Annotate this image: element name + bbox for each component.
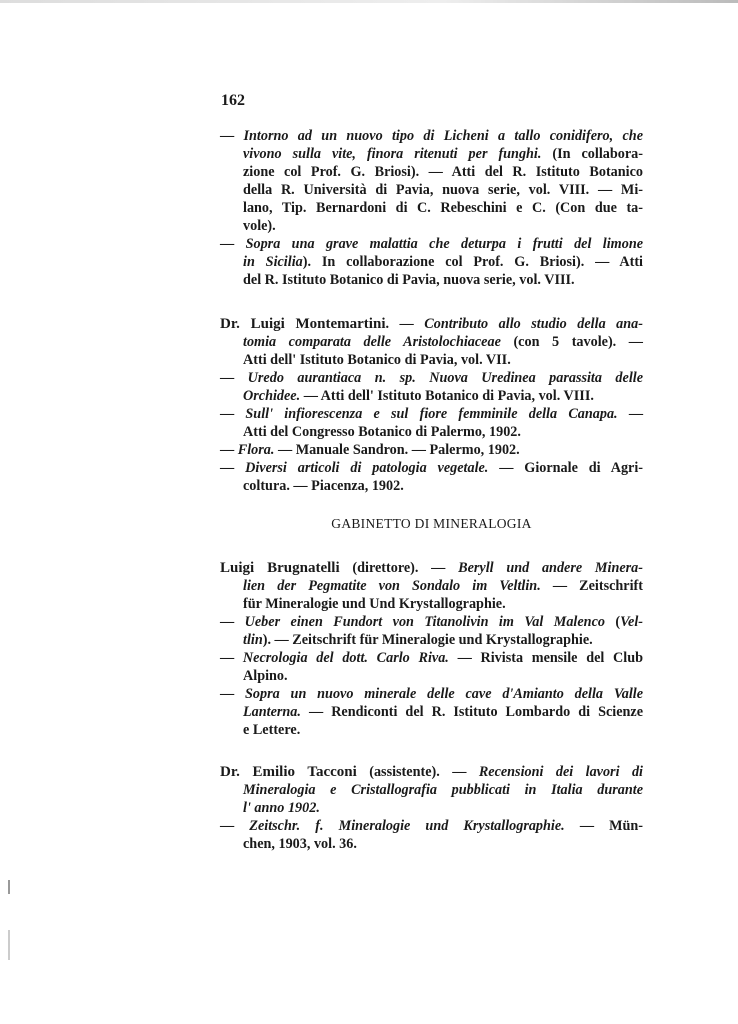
citation-text: — [220,406,246,422]
author-name: Luigi Brugnatelli [220,560,340,576]
citation-text: e Lettere. [243,722,301,738]
scan-margin-mark [8,930,10,960]
text-line [220,595,643,613]
work-title: Lanterna. [243,704,301,720]
bibliography-entry [220,559,643,613]
text-line [220,181,643,199]
work-title: tomia comparata delle Aristolochiaceae [243,334,501,350]
citation-text: ). — Zeitschrift für Mineralogie und Krystallographie. [262,632,593,648]
work-title: Sull' infiorescenza e sul fiore femminile della Canapa. [245,406,618,422]
bibliography-entry [220,127,643,235]
work-title: Diversi articoli di patologia vegetale. [245,460,489,476]
citation-text: — [220,442,238,458]
author-name: Dr. Luigi Montemartini [220,316,386,332]
work-title: Necrologia del dott. Carlo Riva. [242,650,449,666]
work-title: tlin [243,632,263,648]
bibliography-entry [220,235,643,289]
citation-text: chen, 1903, vol. 36. [243,836,357,852]
text-line [220,559,643,577]
citation-text: — Rivista mensile del Club [448,650,644,666]
work-title: vivono sulla vite, finora ritenuti per funghi. [243,146,542,162]
citation-text: — [220,614,245,630]
citation-text: — Rendiconti del R. Istituto Lombardo di Scienze [300,704,643,720]
citation-text: Atti dell' Istituto Botanico di Pavia, vol. VII. [243,352,511,368]
text-line [220,271,643,289]
text-line [220,703,643,721]
work-title: Ueber einen Fundort von Titanolivin im Val Malenco [244,614,605,630]
citation-text: Alpino. [243,668,288,684]
work-title: Vel- [620,614,643,630]
bibliography-entry [220,613,643,649]
text-line [220,369,643,387]
text-line [220,145,643,163]
text-line [220,477,643,495]
citation-text: — [617,406,644,422]
text-line [220,685,643,703]
bibliography-entry [220,649,643,685]
text-line [220,649,643,667]
bibliography-entry [220,441,643,459]
section-heading: GABINETTO DI MINERALOGIA [331,516,532,531]
citation-text: (In collabora- [541,146,643,162]
text-line [220,721,643,739]
work-title: lien der Pegmatite von Sondalo im Veltlin. [243,578,541,594]
work-title: Mineralogia e Cristallografia pubblicati in Italia durante [243,782,643,798]
text-line [220,351,643,369]
citation-text: für Mineralogie und Und Krystallographie. [243,596,506,612]
scan-margin-mark [8,880,10,894]
work-title: l' anno 1902. [243,800,320,816]
citation-text: — [220,370,248,386]
text-line [220,631,643,649]
work-title: Zeitschr. f. Mineralogie und Krystallographie. [249,818,565,834]
page-number: 162 [221,92,245,109]
text-line [220,835,643,853]
text-line [220,253,643,271]
text-line [220,199,643,217]
bibliography-entry [220,459,643,495]
work-title: Contributo allo studio della ana- [424,316,643,332]
citation-text: . — [385,316,425,332]
text-line [220,423,643,441]
text-line [220,405,643,423]
citation-text: — Zeitschrift [540,578,643,594]
text-line [220,441,643,459]
text-line [220,387,643,405]
work-title: Beryll und andere Minera- [458,560,643,576]
citation-text: vole). [243,218,276,234]
citation-text: coltura. — Piacenza, 1902. [243,478,404,494]
citation-text: — [220,650,243,666]
citation-text: ( [604,614,621,630]
citation-text: (assistente). — [356,764,479,780]
text-line [220,127,643,145]
text-line [220,163,643,181]
work-title: Recensioni dei lavori di [478,764,643,780]
bibliography-group [220,763,643,853]
citation-text: — [220,128,244,144]
text-line [220,613,643,631]
citation-text: — [220,686,246,702]
bibliography-group [220,315,643,495]
citation-text: Atti del Congresso Botanico di Palermo, 1902. [243,424,521,440]
text-line [220,577,643,595]
text-line [220,667,643,685]
text-line [220,459,643,477]
text-line [220,333,643,351]
author-name: Dr. Emilio Tacconi [220,764,357,780]
citation-text: della R. Università di Pavia, nuova serie, vol. VIII. — Mi- [243,182,643,198]
bibliography-entry [220,817,643,853]
bibliography-entry [220,405,643,441]
work-title: Orchidee. [243,388,301,404]
bibliography-entry [220,763,643,817]
citation-text: — Manuale Sandron. — Palermo, 1902. [274,442,520,458]
citation-text: — Mün- [564,818,644,834]
citation-text: (con 5 tavole). — [500,334,643,350]
work-title: Uredo aurantiaca n. sp. Nuova Uredinea parassita delle [247,370,643,386]
bibliography-group [220,559,643,739]
work-title: Sopra una grave malattia che deturpa i frutti del limone [245,236,644,252]
citation-text: — [220,460,246,476]
text-line [220,235,643,253]
text-line [220,315,643,333]
bibliography-entry [220,315,643,369]
text-line [220,781,643,799]
work-title: in Sicilia [243,254,303,270]
work-title: Sopra un nuovo minerale delle cave d'Amianto della Valle [245,686,644,702]
citation-text: — [220,818,250,834]
bibliography-entry [220,685,643,739]
text-line [220,817,643,835]
citation-text: ). In collaborazione col Prof. G. Briosi). — Atti [302,254,643,270]
citation-text: del R. Istituto Botanico di Pavia, nuova serie, vol. VIII. [243,272,575,288]
work-title: Intorno ad un nuovo tipo di Licheni a tallo conidifero, che [243,128,643,144]
citation-text: (direttore). — [339,560,459,576]
citation-text: — Giornale di Agri- [488,460,643,476]
citation-text: zione col Prof. G. Briosi). — Atti del R. Istituto Botanico [243,164,643,180]
citation-text: lano, Tip. Bernardoni di C. Rebeschini e C. (Con due ta- [243,200,643,216]
scan-top-edge [0,0,738,3]
work-title: Flora. [237,442,275,458]
text-line [220,799,643,817]
text-line [220,217,643,235]
citation-text: — Atti dell' Istituto Botanico di Pavia, vol. VIII. [300,388,594,404]
bibliography-group [220,127,643,289]
bibliography-entry [220,369,643,405]
citation-text: — [220,236,246,252]
text-line [220,763,643,781]
